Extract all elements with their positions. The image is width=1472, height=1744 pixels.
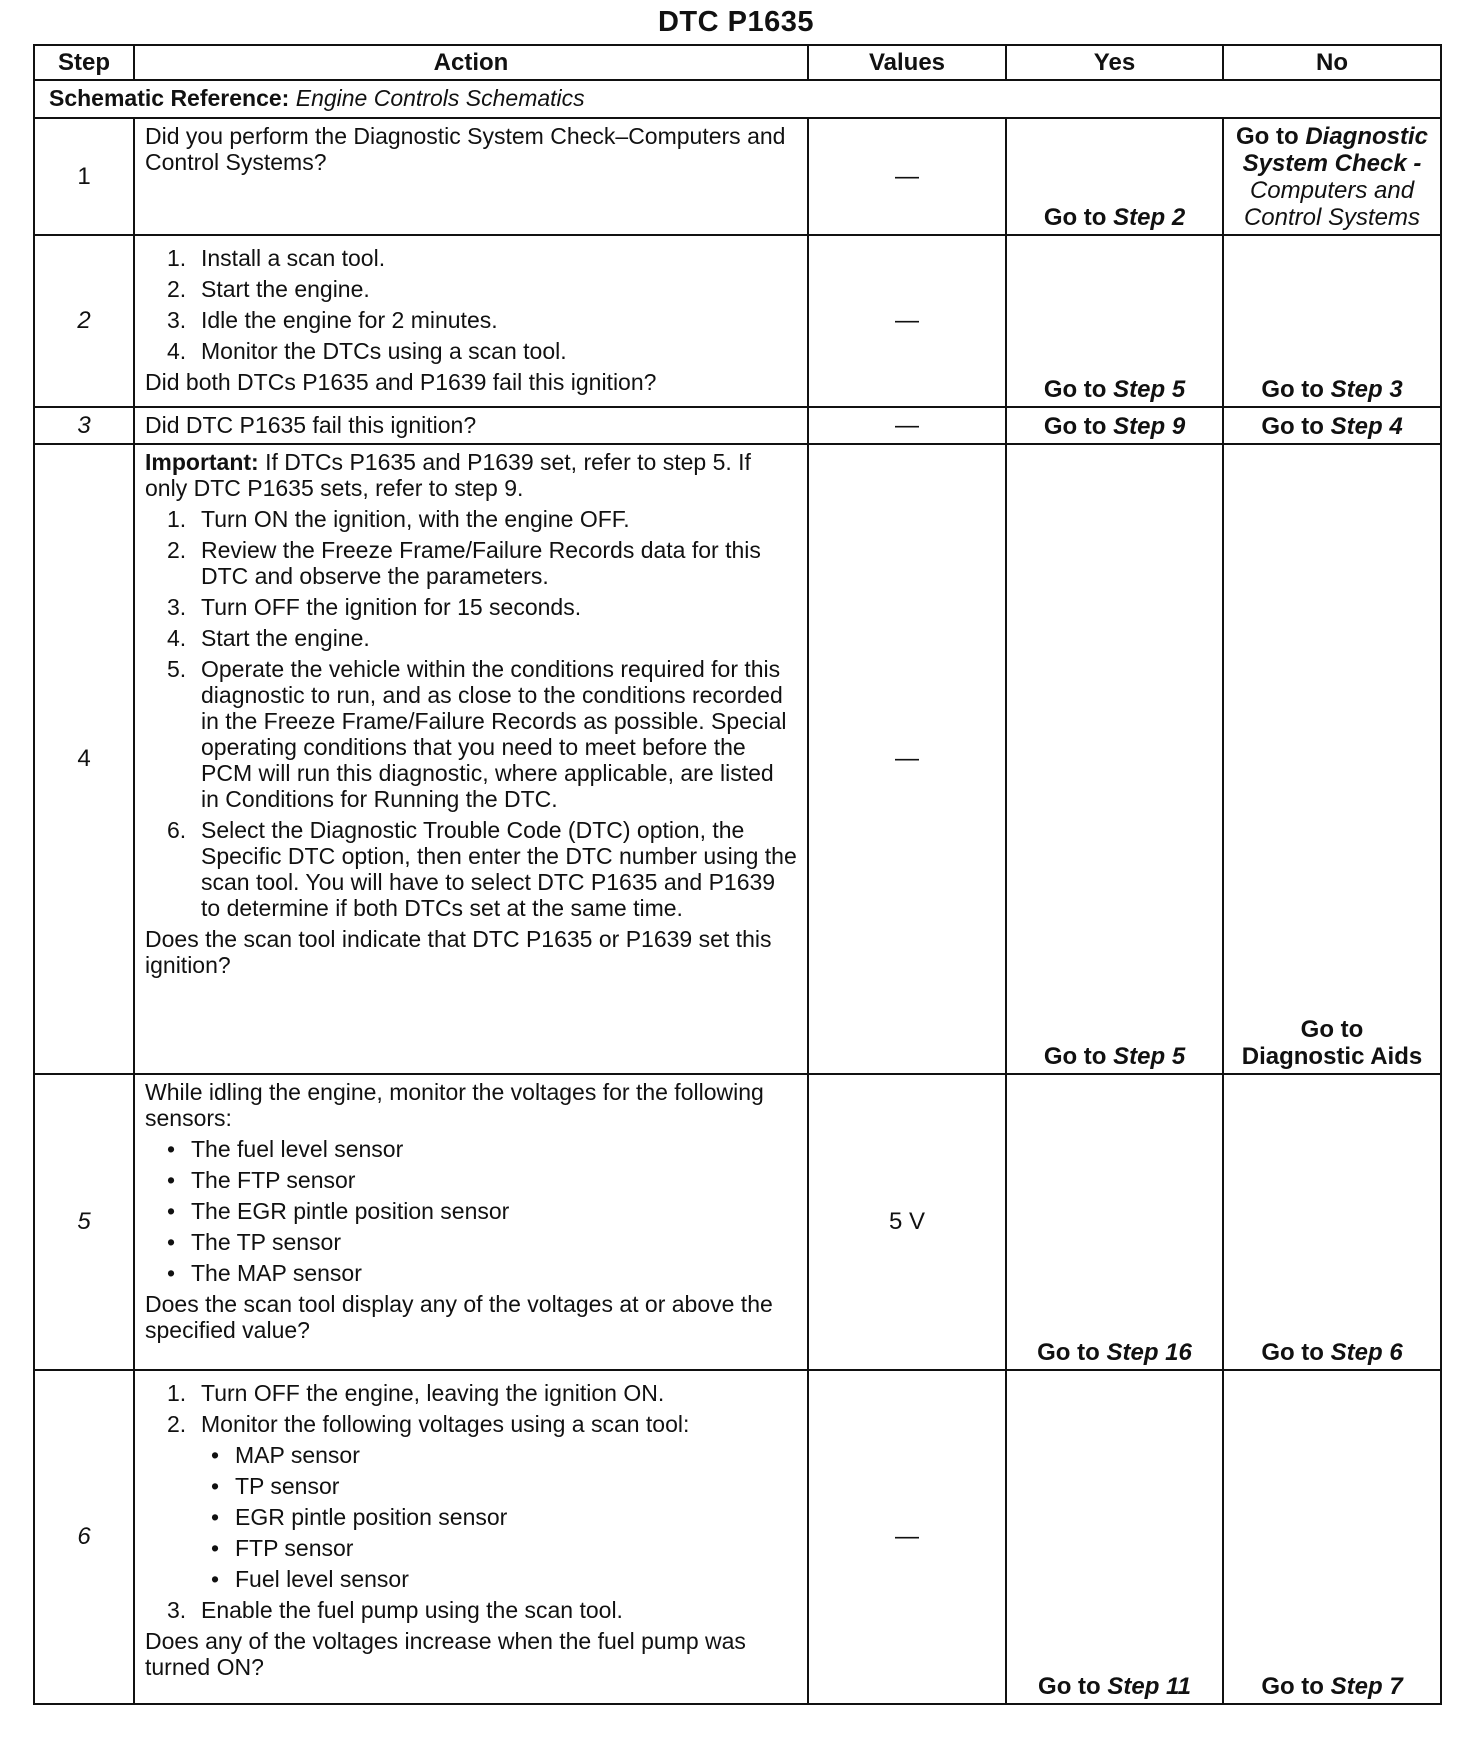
action-cell [134, 235, 808, 407]
list-item: • The EGR pintle position sensor [167, 1198, 510, 1224]
important-label: Important: [145, 449, 259, 475]
table-row-step-2 [34, 235, 1441, 407]
yes-target: Step 2 [1113, 204, 1186, 231]
list-item: 6. Select the Diagnostic Trouble Code (DTC) option, the Specific DTC option, then enter the DTC number using the scan tool. You will have to select DTC P1635 and P1639 to determine if both DTCs set at the same time. [167, 817, 797, 921]
yes-target: Step 5 [1113, 376, 1186, 403]
no-target: Step 6 [1330, 1339, 1403, 1366]
action-question: Does any of the voltages increase when the fuel pump was turned ON? [145, 1628, 746, 1680]
list-item: 4. Monitor the DTCs using a scan tool. [167, 338, 567, 364]
no-prefix: Go to [1261, 1339, 1324, 1366]
list-item: • MAP sensor [211, 1442, 360, 1468]
list-item: 2. Review the Freeze Frame/Failure Records data for this DTC and observe the parameters. [167, 537, 761, 589]
table-row-step-1 [34, 118, 1441, 235]
table-header-row [34, 45, 1441, 80]
no-target: Step 4 [1330, 413, 1403, 440]
schematic-value: Engine Controls Schematics [295, 85, 585, 111]
document-title: DTC P1635 [657, 6, 814, 38]
step-number: 3 [34, 407, 134, 444]
list-item: 1. Install a scan tool. [167, 245, 386, 271]
action-question: Did both DTCs P1635 and P1639 fail this ignition? [145, 369, 657, 395]
no-cell [1223, 1074, 1441, 1370]
action-intro: While idling the engine, monitor the voltages for the following sensors: [145, 1079, 764, 1131]
table-row-step-3 [34, 407, 1441, 444]
list-item: • EGR pintle position sensor [211, 1504, 508, 1530]
action-steps-list [145, 1380, 797, 1623]
yes-cell [1006, 407, 1223, 444]
table-row-step-4 [34, 444, 1441, 1074]
yes-target: Step 16 [1106, 1339, 1192, 1366]
yes-target: Step 9 [1113, 413, 1186, 440]
action-cell [134, 1074, 808, 1370]
no-prefix: Go to [1261, 376, 1324, 403]
no-prefix: Go to [1261, 413, 1324, 440]
list-item: • FTP sensor [211, 1535, 354, 1561]
list-item: • The MAP sensor [167, 1260, 362, 1286]
header-values: Values [808, 45, 1006, 80]
yes-prefix: Go to [1043, 376, 1107, 403]
diagnostic-table [33, 44, 1442, 1705]
action-cell [134, 407, 808, 444]
values-cell: — [808, 407, 1006, 444]
yes-cell [1006, 444, 1223, 1074]
yes-prefix: Go to [1043, 1043, 1107, 1070]
list-item: 1. Turn ON the ignition, with the engine OFF. [167, 506, 630, 532]
header-yes: Yes [1006, 45, 1223, 80]
yes-cell [1006, 118, 1223, 235]
step-number: 4 [34, 444, 134, 1074]
action-cell [134, 444, 808, 1074]
action-question: Does the scan tool indicate that DTC P1635 or P1639 set this ignition? [145, 926, 772, 978]
action-steps-list [145, 245, 797, 364]
no-line-2: Diagnostic Aids [1241, 1043, 1423, 1070]
yes-target: Step 11 [1107, 1673, 1191, 1700]
schematic-label: Schematic Reference: [49, 85, 290, 111]
list-item: • The TP sensor [167, 1229, 342, 1255]
no-cell [1223, 235, 1441, 407]
voltage-bullet-list [201, 1442, 797, 1592]
values-cell: — [808, 235, 1006, 407]
step-number: 1 [34, 118, 134, 235]
important-note [145, 449, 797, 501]
yes-target: Step 5 [1113, 1043, 1186, 1070]
action-cell [134, 1370, 808, 1704]
list-item: 1. Turn OFF the engine, leaving the ignition ON. [167, 1380, 665, 1406]
list-item: 3. Enable the fuel pump using the scan tool. [167, 1597, 623, 1623]
no-prefix: Go to [1235, 123, 1299, 150]
schematic-reference [34, 80, 1441, 118]
no-extra: Computers and Control Systems [1243, 177, 1421, 231]
yes-prefix: Go to [1038, 1673, 1101, 1700]
yes-prefix: Go to [1043, 204, 1107, 231]
header-no: No [1223, 45, 1441, 80]
action-steps-list [145, 506, 797, 921]
list-item: 2. Start the engine. [167, 276, 370, 302]
yes-prefix: Go to [1043, 413, 1107, 440]
table-row-step-5 [34, 1074, 1441, 1370]
header-action: Action [134, 45, 808, 80]
no-target: Diagnostic System Check - [1242, 123, 1428, 177]
no-cell [1223, 118, 1441, 235]
list-item: 5. Operate the vehicle within the conditions required for this diagnostic to run, and as close to the conditions recorded in the Freeze Frame/Failure Records as possible. Special operating conditions that you need to meet before the PCM will run this diagnostic, where applicable, are listed in Conditions for Running the DTC. [167, 656, 787, 812]
values-cell: — [808, 118, 1006, 235]
no-cell [1223, 1370, 1441, 1704]
values-cell: 5 V [808, 1074, 1006, 1370]
values-cell: — [808, 444, 1006, 1074]
no-target: Step 3 [1330, 376, 1403, 403]
action-question: Does the scan tool display any of the voltages at or above the specified value? [145, 1291, 773, 1343]
yes-cell [1006, 1370, 1223, 1704]
yes-cell [1006, 1074, 1223, 1370]
values-cell: — [808, 1370, 1006, 1704]
step-number: 6 [34, 1370, 134, 1704]
sensor-bullet-list [145, 1136, 797, 1286]
yes-cell [1006, 235, 1223, 407]
no-prefix: Go to [1261, 1673, 1324, 1700]
step-number: 5 [34, 1074, 134, 1370]
action-text: Did you perform the Diagnostic System Check–Computers and Control Systems? [145, 123, 786, 175]
table-row-step-6 [34, 1370, 1441, 1704]
list-item: 3. Idle the engine for 2 minutes. [167, 307, 498, 333]
list-item: • TP sensor [211, 1473, 340, 1499]
header-step: Step [34, 45, 134, 80]
no-cell [1223, 407, 1441, 444]
action-cell [134, 118, 808, 235]
list-item: 2. Monitor the following voltages using a scan tool: • MAP sensor • TP sensor • EGR pintle position sensor • FTP sensor • Fuel level sensor [145, 1411, 797, 1592]
no-cell [1223, 444, 1441, 1074]
list-item: 3. Turn OFF the ignition for 15 seconds. [167, 594, 582, 620]
no-line-1: Go to [1300, 1016, 1364, 1043]
list-item: • The FTP sensor [167, 1167, 356, 1193]
no-target: Step 7 [1330, 1673, 1403, 1700]
yes-prefix: Go to [1037, 1339, 1100, 1366]
schematic-reference-row [34, 80, 1441, 118]
list-item: 4. Start the engine. [167, 625, 370, 651]
step-number: 2 [34, 235, 134, 407]
action-text: Did DTC P1635 fail this ignition? [145, 412, 477, 438]
list-item: • Fuel level sensor [211, 1566, 409, 1592]
important-text: If DTCs P1635 and P1639 set, refer to step 5. If only DTC P1635 sets, refer to step 9. [145, 449, 751, 501]
list-item: • The fuel level sensor [167, 1136, 404, 1162]
